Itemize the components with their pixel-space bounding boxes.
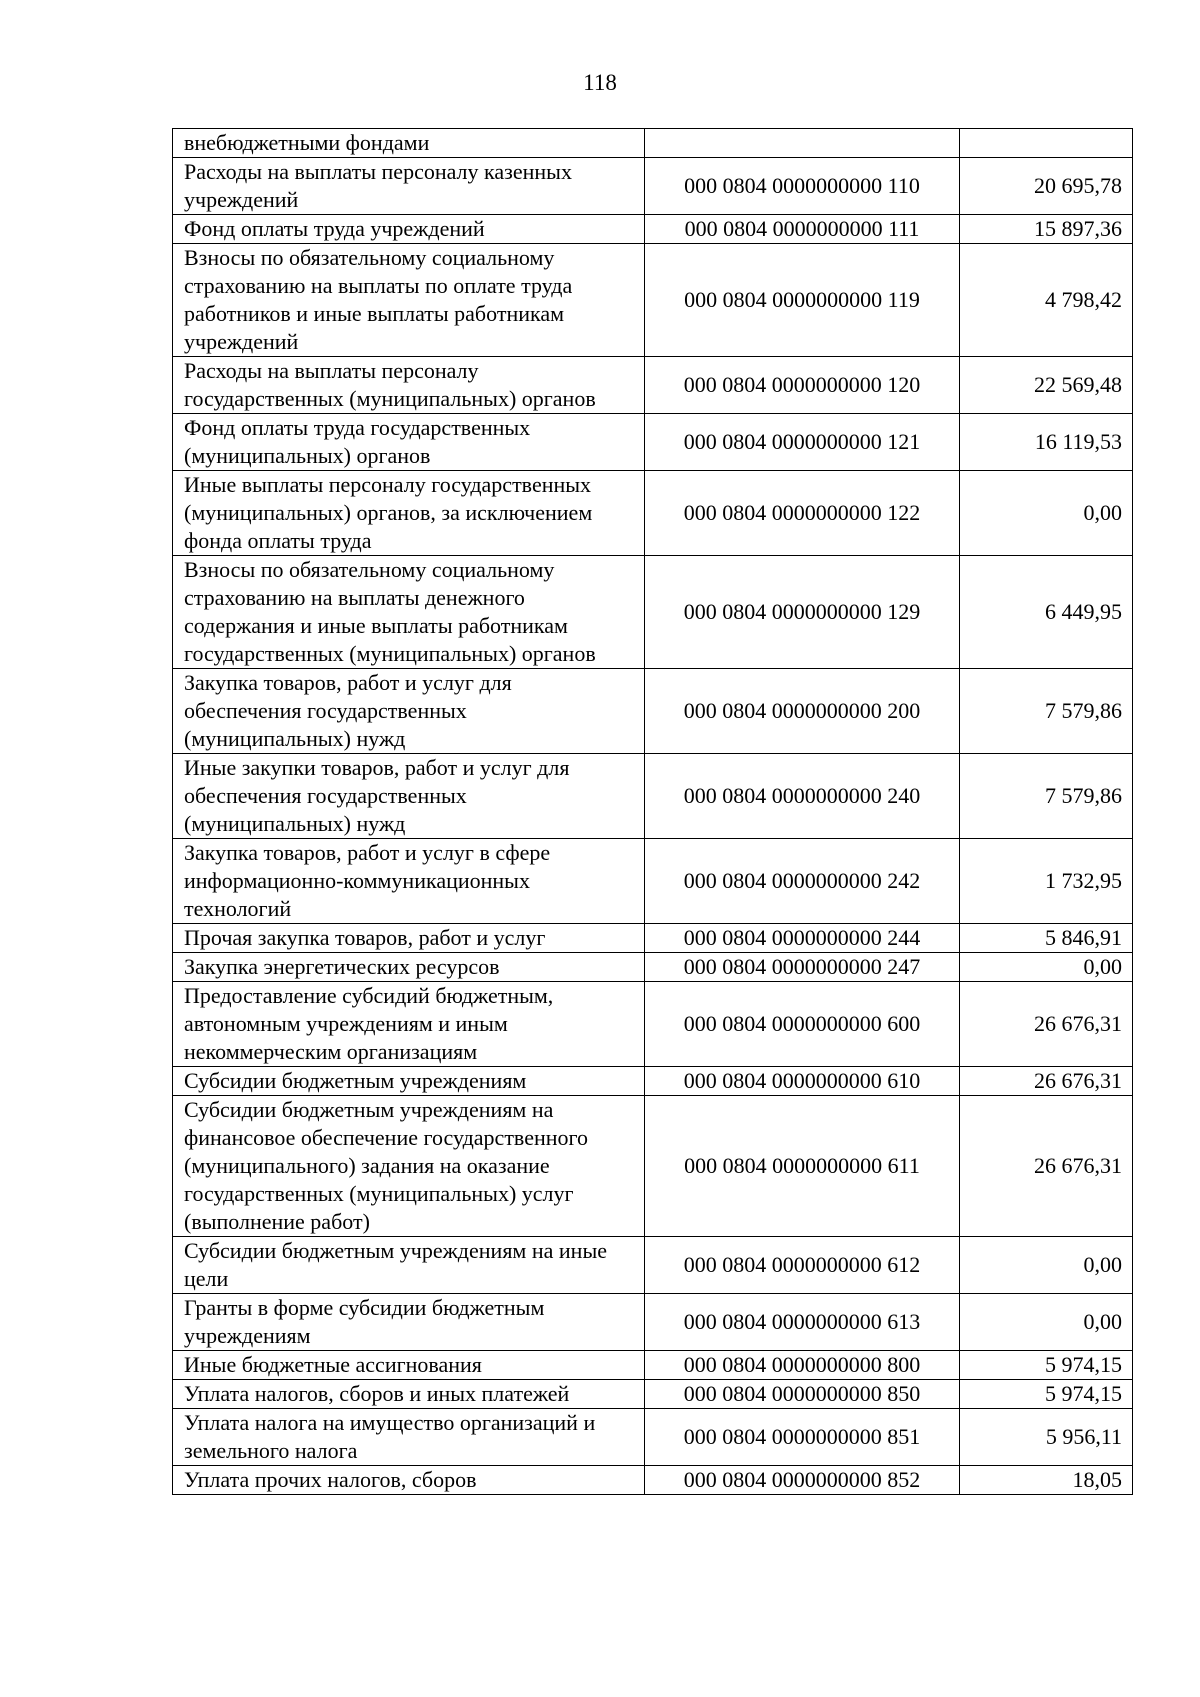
- row-name-cell: Уплата прочих налогов, сборов: [173, 1466, 645, 1495]
- table-row: [173, 556, 1133, 669]
- row-name-cell: Закупка товаров, работ и услуг в сфере информационно-коммуникационных технологий: [173, 839, 645, 924]
- row-name-cell: Фонд оплаты труда государственных (муниципальных) органов: [173, 414, 645, 471]
- table-row: [173, 982, 1133, 1067]
- row-name-cell: Иные выплаты персоналу государственных (муниципальных) органов, за исключением фонда оплаты труда: [173, 471, 645, 556]
- row-code-cell: [645, 129, 960, 158]
- row-code-cell: 000 0804 0000000000 120: [645, 357, 960, 414]
- row-name-cell: Расходы на выплаты персоналу государственных (муниципальных) органов: [173, 357, 645, 414]
- row-sum-cell: 4 798,42: [960, 244, 1133, 357]
- row-sum-cell: 0,00: [960, 1294, 1133, 1351]
- row-sum-cell: 26 676,31: [960, 1067, 1133, 1096]
- row-code-cell: 000 0804 0000000000 242: [645, 839, 960, 924]
- table-row: [173, 129, 1133, 158]
- row-sum-cell: 15 897,36: [960, 215, 1133, 244]
- row-code-cell: 000 0804 0000000000 111: [645, 215, 960, 244]
- row-name-cell: Предоставление субсидий бюджетным, автономным учреждениям и иным некоммерческим организациям: [173, 982, 645, 1067]
- page-number: 118: [583, 70, 617, 95]
- row-code-cell: 000 0804 0000000000 244: [645, 924, 960, 953]
- row-name-cell: Закупка энергетических ресурсов: [173, 953, 645, 982]
- row-name-cell: Иные бюджетные ассигнования: [173, 1351, 645, 1380]
- row-code-cell: 000 0804 0000000000 850: [645, 1380, 960, 1409]
- row-code-cell: 000 0804 0000000000 611: [645, 1096, 960, 1237]
- table-row: [173, 244, 1133, 357]
- table-row: [173, 953, 1133, 982]
- row-sum-cell: 26 676,31: [960, 1096, 1133, 1237]
- row-name-cell: Субсидии бюджетным учреждениям на финансовое обеспечение государственного (муниципального) задания на оказание государственных (муниципальных) услуг (выполнение работ): [173, 1096, 645, 1237]
- row-sum-cell: 0,00: [960, 953, 1133, 982]
- table-row: [173, 357, 1133, 414]
- row-name-cell: Уплата налога на имущество организаций и земельного налога: [173, 1409, 645, 1466]
- row-sum-cell: 5 974,15: [960, 1380, 1133, 1409]
- table-row: [173, 1380, 1133, 1409]
- row-name-cell: Расходы на выплаты персоналу казенных учреждений: [173, 158, 645, 215]
- row-sum-cell: 5 846,91: [960, 924, 1133, 953]
- table-row: [173, 1294, 1133, 1351]
- row-sum-cell: 7 579,86: [960, 754, 1133, 839]
- row-name-cell: Субсидии бюджетным учреждениям: [173, 1067, 645, 1096]
- table-row: [173, 839, 1133, 924]
- table-row: [173, 1466, 1133, 1495]
- row-sum-cell: 0,00: [960, 471, 1133, 556]
- row-code-cell: 000 0804 0000000000 613: [645, 1294, 960, 1351]
- row-code-cell: 000 0804 0000000000 851: [645, 1409, 960, 1466]
- budget-table-body: [173, 129, 1133, 1495]
- row-code-cell: 000 0804 0000000000 121: [645, 414, 960, 471]
- row-sum-cell: [960, 129, 1133, 158]
- row-sum-cell: 5 956,11: [960, 1409, 1133, 1466]
- row-code-cell: 000 0804 0000000000 800: [645, 1351, 960, 1380]
- budget-table: [172, 128, 1133, 1495]
- table-row: [173, 471, 1133, 556]
- row-sum-cell: 20 695,78: [960, 158, 1133, 215]
- row-code-cell: 000 0804 0000000000 122: [645, 471, 960, 556]
- row-name-cell: Субсидии бюджетным учреждениям на иные цели: [173, 1237, 645, 1294]
- row-sum-cell: 22 569,48: [960, 357, 1133, 414]
- row-name-cell: Прочая закупка товаров, работ и услуг: [173, 924, 645, 953]
- row-sum-cell: 18,05: [960, 1466, 1133, 1495]
- row-sum-cell: 6 449,95: [960, 556, 1133, 669]
- row-name-cell: Гранты в форме субсидии бюджетным учреждениям: [173, 1294, 645, 1351]
- row-name-cell: Уплата налогов, сборов и иных платежей: [173, 1380, 645, 1409]
- row-name-cell: Взносы по обязательному социальному страхованию на выплаты по оплате труда работников и иные выплаты работникам учреждений: [173, 244, 645, 357]
- row-sum-cell: 26 676,31: [960, 982, 1133, 1067]
- table-row: [173, 754, 1133, 839]
- row-sum-cell: 5 974,15: [960, 1351, 1133, 1380]
- table-row: [173, 1067, 1133, 1096]
- table-row: [173, 1096, 1133, 1237]
- row-sum-cell: 1 732,95: [960, 839, 1133, 924]
- row-code-cell: 000 0804 0000000000 247: [645, 953, 960, 982]
- row-code-cell: 000 0804 0000000000 600: [645, 982, 960, 1067]
- table-row: [173, 158, 1133, 215]
- table-row: [173, 1237, 1133, 1294]
- row-code-cell: 000 0804 0000000000 110: [645, 158, 960, 215]
- row-code-cell: 000 0804 0000000000 612: [645, 1237, 960, 1294]
- table-row: [173, 1409, 1133, 1466]
- table-row: [173, 669, 1133, 754]
- row-code-cell: 000 0804 0000000000 610: [645, 1067, 960, 1096]
- row-name-cell: Взносы по обязательному социальному страхованию на выплаты денежного содержания и иные выплаты работникам государственных (муниципальных) органов: [173, 556, 645, 669]
- row-code-cell: 000 0804 0000000000 200: [645, 669, 960, 754]
- row-sum-cell: 16 119,53: [960, 414, 1133, 471]
- table-row: [173, 215, 1133, 244]
- row-name-cell: внебюджетными фондами: [173, 129, 645, 158]
- table-row: [173, 1351, 1133, 1380]
- row-code-cell: 000 0804 0000000000 852: [645, 1466, 960, 1495]
- row-name-cell: Закупка товаров, работ и услуг для обеспечения государственных (муниципальных) нужд: [173, 669, 645, 754]
- row-name-cell: Иные закупки товаров, работ и услуг для обеспечения государственных (муниципальных) нужд: [173, 754, 645, 839]
- row-code-cell: 000 0804 0000000000 129: [645, 556, 960, 669]
- row-code-cell: 000 0804 0000000000 240: [645, 754, 960, 839]
- row-sum-cell: 7 579,86: [960, 669, 1133, 754]
- row-sum-cell: 0,00: [960, 1237, 1133, 1294]
- table-row: [173, 924, 1133, 953]
- row-name-cell: Фонд оплаты труда учреждений: [173, 215, 645, 244]
- table-row: [173, 414, 1133, 471]
- row-code-cell: 000 0804 0000000000 119: [645, 244, 960, 357]
